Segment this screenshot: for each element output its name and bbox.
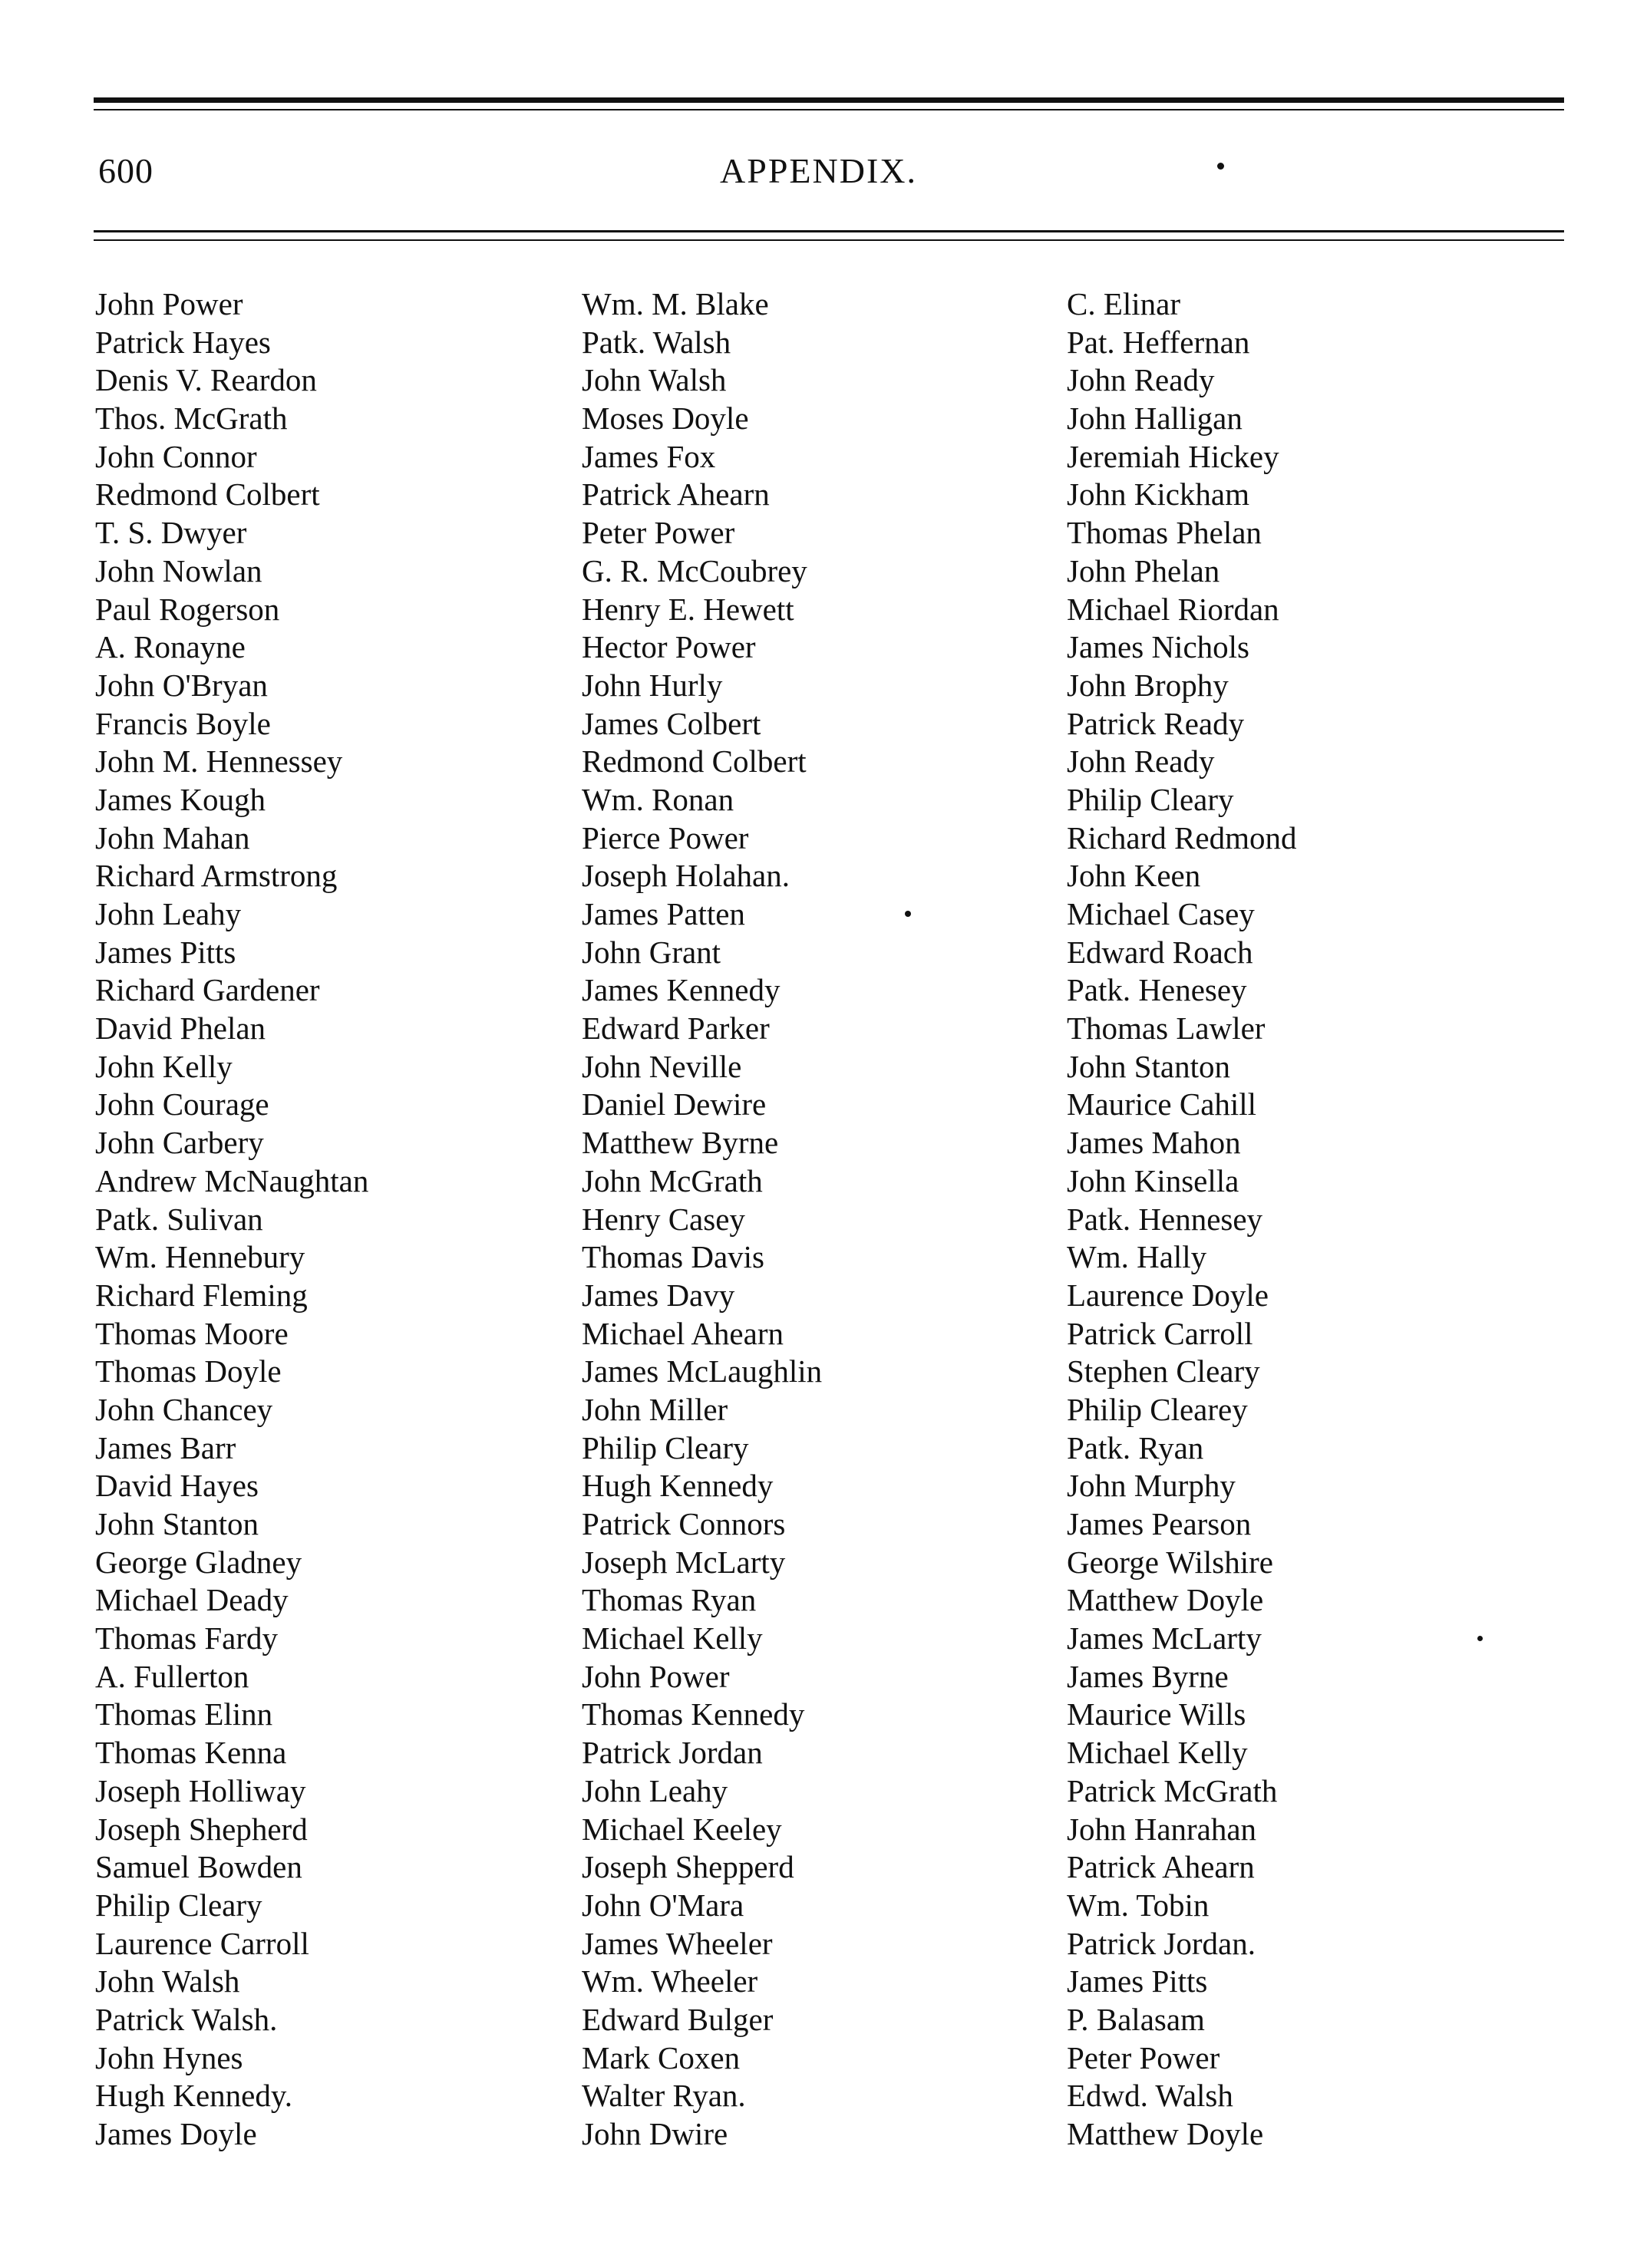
list-item: Walter Ryan. (582, 2078, 746, 2114)
list-item: James Pitts (95, 934, 236, 970)
list-item: James Patten (582, 896, 745, 931)
list-item: Michael Casey (1067, 896, 1255, 931)
list-item: Pat. Heffernan (1067, 324, 1250, 360)
list-item: Michael Deady (95, 1582, 289, 1618)
list-item: Joseph Shepherd (95, 1811, 308, 1847)
list-item: Patrick Ready (1067, 705, 1245, 741)
list-item: Francis Boyle (95, 705, 271, 741)
list-item: Richard Fleming (95, 1277, 308, 1313)
list-item: Thomas Phelan (1067, 515, 1262, 551)
list-item: Thomas Kennedy (582, 1696, 805, 1732)
list-item: John Neville (582, 1048, 742, 1084)
list-item: Hugh Kennedy. (95, 2078, 292, 2114)
list-item: John Grant (582, 934, 721, 970)
list-item: George Gladney (95, 1544, 302, 1580)
list-item: Daniel Dewire (582, 1086, 767, 1122)
list-item: John Leahy (582, 1772, 728, 1808)
header-divider-rule (94, 230, 1564, 232)
list-item: Paul Rogerson (95, 591, 280, 627)
list-item: James Nichols (1067, 629, 1249, 665)
list-item: James McLaughlin (582, 1353, 823, 1389)
list-item: James Fox (582, 438, 716, 474)
list-item: Patk. Hennesey (1067, 1201, 1263, 1237)
list-item: Thomas Davis (582, 1239, 764, 1275)
list-item: Moses Doyle (582, 401, 749, 437)
list-item: Patrick McGrath (1067, 1772, 1278, 1808)
list-item: John Power (95, 286, 243, 321)
list-item: Richard Armstrong (95, 858, 338, 894)
list-item: Matthew Doyle (1067, 1582, 1264, 1618)
list-item: G. R. McCoubrey (582, 552, 807, 588)
list-item: Pierce Power (582, 819, 749, 855)
list-item: Thomas Elinn (95, 1696, 273, 1732)
list-item: John Chancey (95, 1391, 273, 1427)
list-item: A. Fullerton (95, 1658, 249, 1694)
list-item: Joseph McLarty (582, 1544, 786, 1580)
list-item: Philip Cleary (95, 1887, 262, 1923)
list-item: Wm. M. Blake (582, 286, 769, 321)
list-item: Samuel Bowden (95, 1849, 302, 1885)
list-item: George Wilshire (1067, 1544, 1273, 1580)
list-item: James Pitts (1067, 1963, 1208, 1999)
list-item: John Hanrahan (1067, 1811, 1257, 1847)
list-item: Hugh Kennedy (582, 1468, 774, 1504)
list-item: Laurence Doyle (1067, 1277, 1269, 1313)
list-item: Michael Kelly (1067, 1735, 1248, 1771)
list-item: Stephen Cleary (1067, 1353, 1260, 1389)
list-item: Patk. Henesey (1067, 972, 1247, 1008)
list-item: Wm. Ronan (582, 781, 734, 817)
list-item: Mark Coxen (582, 2039, 741, 2075)
list-item: Joseph Shepperd (582, 1849, 794, 1885)
list-item: John Stanton (1067, 1048, 1230, 1084)
list-item: Andrew McNaughtan (95, 1162, 369, 1198)
list-item: Richard Gardener (95, 972, 320, 1008)
list-item: Edward Bulger (582, 2001, 774, 2037)
list-item: Thomas Fardy (95, 1620, 278, 1656)
list-item: James Davy (582, 1277, 735, 1313)
list-item: Richard Redmond (1067, 819, 1297, 855)
list-item: Jeremiah Hickey (1067, 438, 1279, 474)
list-item: James Mahon (1067, 1125, 1241, 1161)
list-item: Philip Clearey (1067, 1391, 1248, 1427)
list-item: John Kelly (95, 1048, 233, 1084)
list-item: John Hurly (582, 667, 723, 703)
list-item: Edward Roach (1067, 934, 1253, 970)
list-item: Philip Cleary (582, 1429, 749, 1465)
list-item: Patrick Ahearn (582, 476, 770, 513)
list-item: James Kennedy (582, 972, 781, 1008)
list-item: John Mahan (95, 819, 250, 855)
name-column-3 (1067, 285, 1296, 2154)
list-item: James Pearson (1067, 1506, 1252, 1541)
name-column-1 (95, 285, 368, 2154)
list-item: Thomas Moore (95, 1315, 289, 1351)
list-item: John O'Bryan (95, 667, 268, 703)
list-item: James Byrne (1067, 1658, 1229, 1694)
list-item: A. Ronayne (95, 629, 246, 665)
list-item: Maurice Cahill (1067, 1086, 1257, 1122)
ink-speck (905, 911, 911, 917)
list-item: Patrick Carroll (1067, 1315, 1253, 1351)
list-item: Patrick Ahearn (1067, 1849, 1255, 1885)
list-item: T. S. Dwyer (95, 515, 247, 551)
header-rule-thin (94, 109, 1564, 110)
list-item: Patrick Hayes (95, 324, 271, 360)
list-item: John Hynes (95, 2039, 243, 2075)
list-item: John Power (582, 1658, 730, 1694)
list-item: Edwd. Walsh (1067, 2078, 1233, 2114)
list-item: Maurice Wills (1067, 1696, 1246, 1732)
list-item: James Kough (95, 781, 266, 817)
list-item: John Halligan (1067, 401, 1243, 437)
page-number: 600 (98, 151, 153, 190)
list-item: James Colbert (582, 705, 761, 741)
list-item: Henry Casey (582, 1201, 745, 1237)
list-item: Wm. Hally (1067, 1239, 1207, 1275)
list-item: Wm. Wheeler (582, 1963, 758, 1999)
ink-speck (1217, 163, 1224, 170)
list-item: Matthew Doyle (1067, 2116, 1264, 2151)
list-item: John Carbery (95, 1125, 264, 1161)
list-item: John Stanton (95, 1506, 259, 1541)
list-item: John Connor (95, 438, 257, 474)
list-item: Patrick Connors (582, 1506, 786, 1541)
list-item: John McGrath (582, 1162, 763, 1198)
list-item: Michael Kelly (582, 1620, 763, 1656)
list-item: Matthew Byrne (582, 1125, 779, 1161)
list-item: Laurence Carroll (95, 1925, 309, 1961)
list-item: Patk. Walsh (582, 324, 731, 360)
running-head: APPENDIX. (720, 151, 917, 190)
list-item: John Brophy (1067, 667, 1229, 703)
list-item: Peter Power (1067, 2039, 1220, 2075)
list-item: Redmond Colbert (582, 743, 807, 780)
name-column-2 (582, 285, 822, 2154)
list-item: James Barr (95, 1429, 236, 1465)
list-item: Redmond Colbert (95, 476, 320, 513)
list-item: John Murphy (1067, 1468, 1236, 1504)
list-item: Wm. Hennebury (95, 1239, 305, 1275)
list-item: John Keen (1067, 858, 1201, 894)
list-item: Edward Parker (582, 1010, 770, 1047)
list-item: John M. Hennessey (95, 743, 343, 780)
list-item: John Dwire (582, 2116, 728, 2151)
list-item: John Ready (1067, 362, 1215, 398)
list-item: Patrick Walsh. (95, 2001, 278, 2037)
list-item: Thomas Ryan (582, 1582, 757, 1618)
list-item: John Walsh (582, 362, 727, 398)
list-item: David Hayes (95, 1468, 259, 1504)
list-item: Philip Cleary (1067, 781, 1234, 817)
list-item: Wm. Tobin (1067, 1887, 1210, 1923)
list-item: Patrick Jordan. (1067, 1925, 1256, 1961)
list-item: John Kickham (1067, 476, 1249, 513)
header-divider-rule-thin (94, 239, 1564, 241)
list-item: Peter Power (582, 515, 735, 551)
list-item: John O'Mara (582, 1887, 744, 1923)
list-item: Joseph Holliway (95, 1772, 306, 1808)
list-item: Michael Riordan (1067, 591, 1279, 627)
list-item: C. Elinar (1067, 286, 1181, 321)
list-item: Hector Power (582, 629, 756, 665)
list-item: Michael Keeley (582, 1811, 782, 1847)
ink-speck (1477, 1636, 1483, 1641)
list-item: John Ready (1067, 743, 1215, 780)
list-item: John Courage (95, 1086, 269, 1122)
list-item: John Miller (582, 1391, 728, 1427)
list-item: James Wheeler (582, 1925, 773, 1961)
list-item: P. Balasam (1067, 2001, 1205, 2037)
list-item: Denis V. Reardon (95, 362, 317, 398)
list-item: James Doyle (95, 2116, 257, 2151)
list-item: Thomas Lawler (1067, 1010, 1266, 1047)
list-item: John Leahy (95, 896, 242, 931)
list-item: James McLarty (1067, 1620, 1262, 1656)
list-item: Henry E. Hewett (582, 591, 794, 627)
list-item: Patk. Ryan (1067, 1429, 1204, 1465)
list-item: Thos. McGrath (95, 401, 288, 437)
list-item: Patrick Jordan (582, 1735, 763, 1771)
list-item: David Phelan (95, 1010, 266, 1047)
list-item: Michael Ahearn (582, 1315, 784, 1351)
list-item: Joseph Holahan. (582, 858, 790, 894)
list-item: John Phelan (1067, 552, 1220, 588)
list-item: Thomas Doyle (95, 1353, 282, 1389)
list-item: John Kinsella (1067, 1162, 1239, 1198)
list-item: Thomas Kenna (95, 1735, 287, 1771)
list-item: Patk. Sulivan (95, 1201, 263, 1237)
list-item: John Nowlan (95, 552, 262, 588)
header-rule-thick (94, 97, 1564, 103)
list-item: John Walsh (95, 1963, 240, 1999)
